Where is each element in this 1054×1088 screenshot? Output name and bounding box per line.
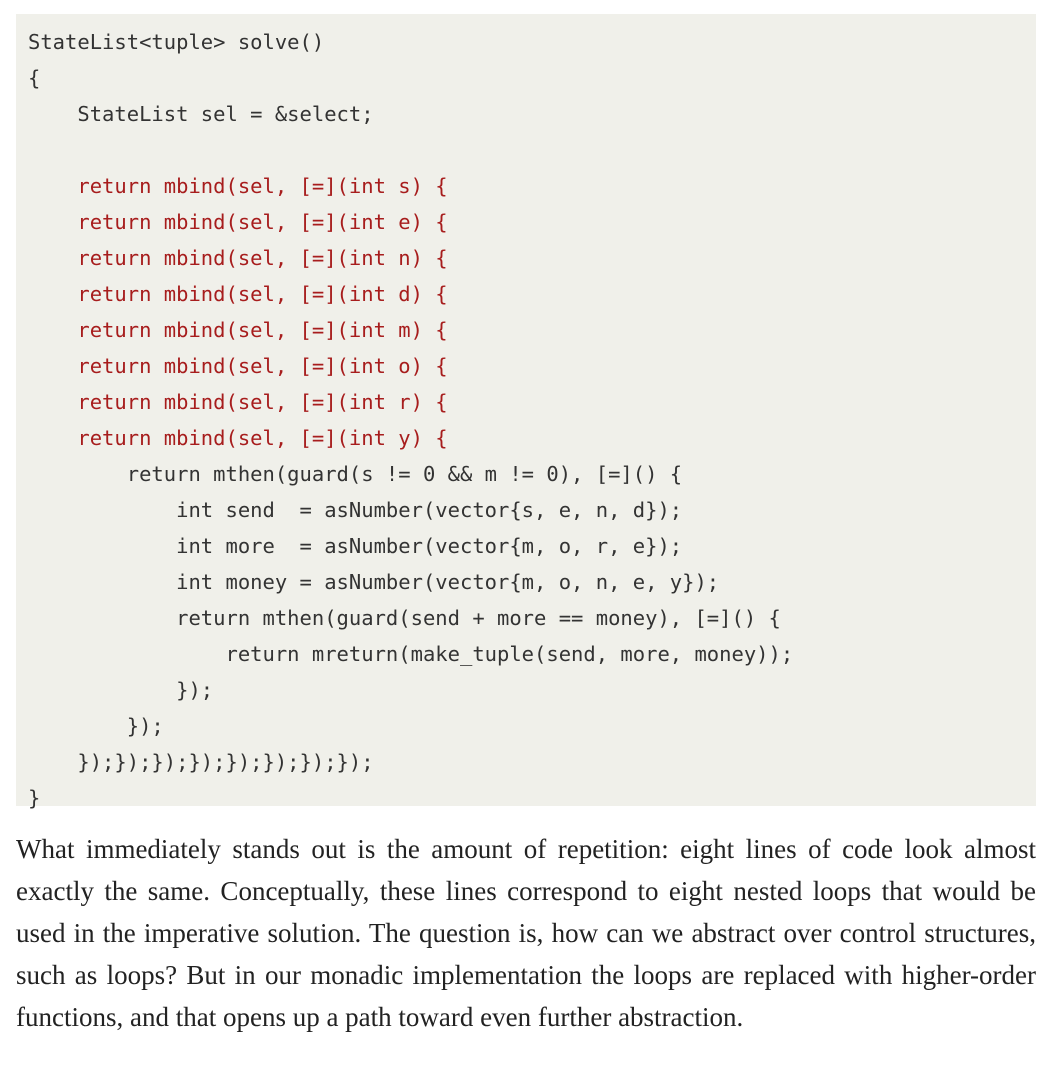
code-line-int-send: int send = asNumber(vector{s, e, n, d}); <box>28 498 683 522</box>
code-line-mbind-d: return mbind(sel, [=](int d) { <box>28 282 448 306</box>
code-line-int-more: int more = asNumber(vector{m, o, r, e}); <box>28 534 683 558</box>
body-paragraph: What immediately stands out is the amount of repetition: eight lines of code look almost exactly the same. Conceptually, these lines correspond to eight nested loops that would be used in the imperative solution. The question is, how can we abstract over control structures, such as loops? But in our monadic implementation the loops are replaced with higher-order functions, and that opens up a path toward even further abstraction. <box>16 834 1036 1032</box>
code-line-close-inner-lambda: }); <box>28 678 214 702</box>
code-line-int-money: int money = asNumber(vector{m, o, n, e, y}); <box>28 570 720 594</box>
code-line-mthen-guard-sum: return mthen(guard(send + more == money), [=]() { <box>28 606 781 630</box>
code-line-mbind-n: return mbind(sel, [=](int n) { <box>28 246 448 270</box>
code-line-mbind-o: return mbind(sel, [=](int o) { <box>28 354 448 378</box>
code-line-mbind-y: return mbind(sel, [=](int y) { <box>28 426 448 450</box>
code-line-close-outer-lambda: }); <box>28 714 164 738</box>
code-line-mbind-m: return mbind(sel, [=](int m) { <box>28 318 448 342</box>
code-line-close-mbinds: });});});});});});});}); <box>28 750 374 774</box>
code-line-mbind-s: return mbind(sel, [=](int s) { <box>28 174 448 198</box>
code-line-open-brace: { <box>28 66 41 90</box>
code-line-mthen-guard: return mthen(guard(s != 0 && m != 0), [=]() { <box>28 462 683 486</box>
code-line-close-brace: } <box>28 786 41 810</box>
code-line-mbind-r: return mbind(sel, [=](int r) { <box>28 390 448 414</box>
code-line-statelist-declaration: StateList sel = &select; <box>28 102 374 126</box>
code-line-function-signature: StateList<tuple> solve() <box>28 30 325 54</box>
code-block <box>16 14 1036 810</box>
code-line-mreturn: return mreturn(make_tuple(send, more, money)); <box>28 642 794 666</box>
code-line-blank <box>28 132 1036 168</box>
code-line-mbind-e: return mbind(sel, [=](int e) { <box>28 210 448 234</box>
